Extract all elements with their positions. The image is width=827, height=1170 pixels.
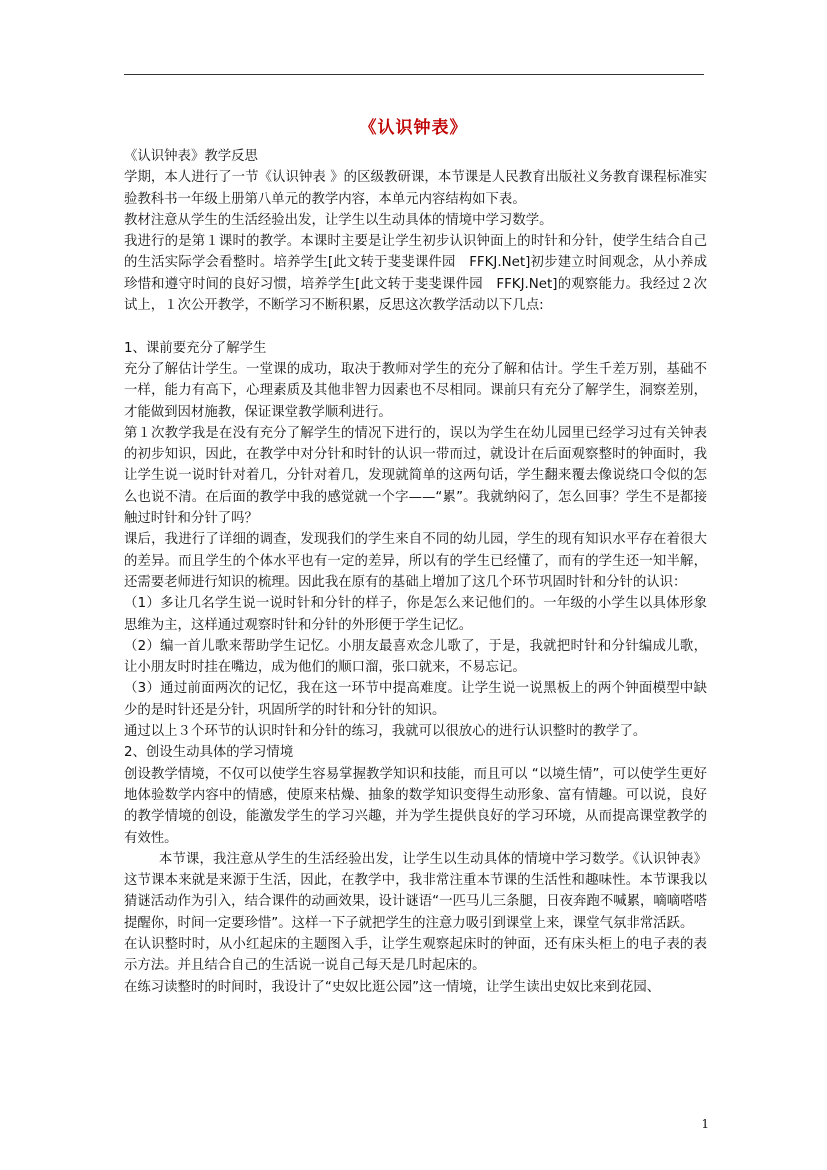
paragraph: 《认识钟表》教学反思 <box>124 149 258 164</box>
paragraph: 通过以上３个环节的认识时针和分针的练习，我就可以很放心的进行认识整时的教学了。 <box>124 724 647 740</box>
document-body <box>124 146 707 998</box>
paragraph: 创设教学情境，不仅可以使学生容易掌握教学知识和技能，而且可以 “以境生情”，可以使学生更好地体验数学内容中的情感，使原来枯燥、抽象的数学知识变得生动形象、富有情趣。可以说，良好的教学情境的创设，能激发学生的学习兴趣，并为学生提供良好的学习环境，从而提高课堂教学的有效性。 <box>124 766 707 846</box>
paragraph: 第１次教学我是在没有充分了解学生的情况下进行的，误以为学生在幼儿园里已经学习过有关钟表的初步知识，因此，在教学中对分针和时针的认识一带而过，就设计在后面观察整时的钟面时，我让学生说一说时针对着几，分针对着几，发现就简单的这两句话，学生翻来覆去像说绕口令似的怎么也说不清。在后面的教学中我的感觉就一个字——“累”。我就纳闷了，怎么回事？学生不是都接触过时针和分针了吗？ <box>124 425 707 527</box>
list-item: （1）多让几名学生说一说时针和分针的样子，你是怎么来记他们的。一年级的小学生以具体形象思维为主，这样通过观察时针和分针的外形便于学生记忆。 <box>124 596 707 633</box>
paragraph: 在认识整时时，从小红起床的主题图入手，让学生观察起床时的钟面，还有床头柜上的电子表的表示方法。并且结合自己的生活说一说自己每天是几时起床的。 <box>124 936 707 974</box>
paragraph: 本节课，我注意从学生的生活经验出发，让学生以生动具体的情境中学习数学。《认识钟表》这节课本来就是来源于生活，因此，在教学中，我非常注重本节课的生活性和趣味性。本节课我以猜谜活动作为引入，结合课件的动画效果，设计谜语“一匹马儿三条腿，日夜奔跑不喊累，嘀嘀嗒嗒提醒你，时间一定要珍惜”。这样一下子就把学生的注意力吸引到课堂上来，课堂气氛非常活跃。 <box>124 851 707 931</box>
document-title: 《认识钟表》 <box>359 118 468 138</box>
paragraph: 充分了解估计学生。一堂课的成功，取决于教师对学生的充分了解和估计。学生千差万别，基础不一样，能力有高下，心理素质及其他非智力因素也不尽相同。课前只有充分了解学生，洞察差别，才能做到因材施教，保证课堂教学顺利进行。 <box>124 361 707 420</box>
header-rule <box>124 74 704 75</box>
paragraph: 课后，我进行了详细的调查，发现我们的学生来自不同的幼儿园，学生的现有知识水平存在着很大的差异。而且学生的个体水平也有一定的差异，所以有的学生已经懂了，而有的学生还一知半解，还需要老师进行知识的梳理。因此我在原有的基础上增加了这几个环节巩固时针和分针的认识： <box>124 532 707 590</box>
list-item: （2）编一首儿歌来帮助学生记忆。小朋友最喜欢念儿歌了，于是，我就把时针和分针编成儿歌，让小朋友时时挂在嘴边，成为他们的顺口溜，张口就来，不易忘记。 <box>124 638 707 676</box>
paragraph: 在练习读整时的时间时，我设计了“史奴比逛公园”这一情境，让学生读出史奴比来到花园、 <box>124 979 661 995</box>
section-heading: 2、创设生动具体的学习情境 <box>124 745 294 761</box>
section-heading: 1、课前要充分了解学生 <box>124 340 267 356</box>
page-number: 1 <box>701 1117 709 1131</box>
paragraph: 我进行的是第１课时的教学。本课时主要是让学生初步认识钟面上的时针和分针，使学生结合自己的生活实际学会看整时。培养学生[此文转于斐斐课件园 FFKJ.Net]初步建立时间观念，从小养成珍惜和遵守时间的良好习惯，培养学生[此文转于斐斐课件园 FFKJ.Net]的观察能力。我经过２次试上，１次公开教学，不断学习不断积累，反思这次教学活动以下几点: <box>124 234 707 314</box>
blank-line <box>124 316 707 337</box>
paragraph: 学期，本人进行了一节《认识钟表 》的区级教研课，本节课是人民教育出版社义务教育课程标准实验教科书一年级上册第八单元的教学内容，本单元内容结构如下表。 <box>124 170 707 207</box>
paragraph: 教材注意从学生的生活经验出发，让学生以生动具体的情境中学习数学。 <box>124 212 553 228</box>
list-item: （3）通过前面两次的记忆，我在这一环节中提高难度。让学生说一说黑板上的两个钟面模型中缺少的是时针还是分针，巩固所学的时针和分针的知识。 <box>124 681 707 718</box>
